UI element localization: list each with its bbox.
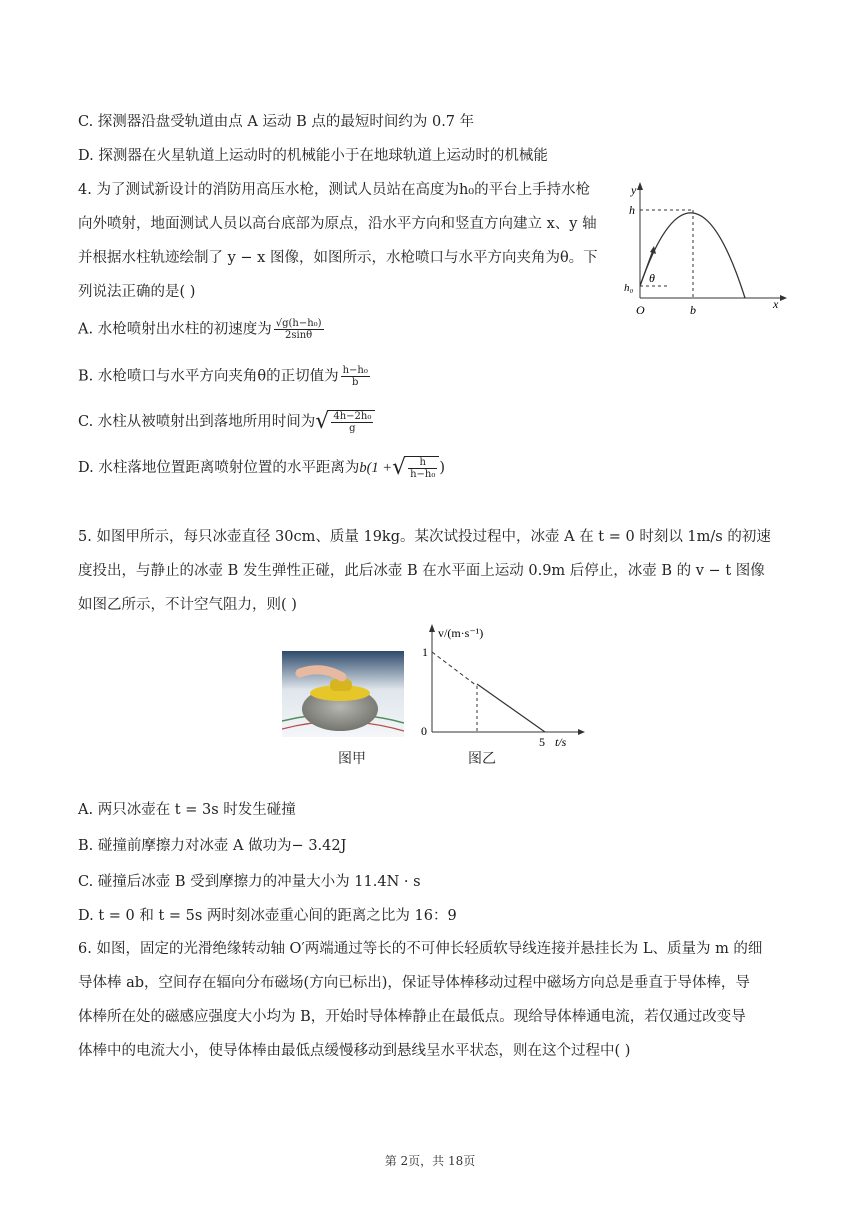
q4-option-a: A. 水枪喷射出水柱的初速度为 $\frac{\text{√g(h−h₀)}}{2\sin\theta}$	[78, 318, 322, 341]
q5-option-c: C. 碰撞后冰壶 B 受到摩擦力的冲量大小为 11.4N · s	[78, 874, 421, 890]
q3-option-c: C. 探测器沿盘受轨道由点 A 运动 B 点的最短时间约为 0.7 年	[78, 114, 475, 130]
vt-y1: 1	[422, 645, 428, 659]
q6-stem-line4: 体棒中的电流大小，使导体棒由最低点缓慢移动到悬线呈水平状态，则在这个过程中( )	[78, 1043, 631, 1059]
vt-x5: 5	[539, 735, 545, 749]
vt-origin: 0	[421, 724, 427, 738]
q5-option-d: D. t = 0 和 t = 5s 两时刻冰壶重心间的距离之比为 16：9	[78, 908, 457, 924]
q5-vt-graph	[410, 620, 590, 750]
q4-option-c: C. 水柱从被喷射出到落地所用时间为√ $\frac{\text{4h−2h₀}}{g}$	[78, 410, 375, 434]
q5-stem-line1: 5. 如图甲所示，每只冰壶直径 30cm、质量 19kg。某次试投过程中，冰壶 A 在 t = 0 时刻以 1m/s 的初速	[78, 529, 771, 545]
q4-stem-line1: 4. 为了测试新设计的消防用高压水枪，测试人员站在高度为h₀的平台上手持水枪	[78, 182, 591, 198]
q3-option-d: D. 探测器在火星轨道上运动时的机械能小于在地球轨道上运动时的机械能	[78, 148, 548, 164]
figure-a-caption: 图甲	[338, 751, 366, 767]
y-axis-label: y	[631, 183, 637, 197]
q4-stem-line4: 列说法正确的是( )	[78, 284, 196, 300]
page-footer: 第 2页，共 18页	[384, 1154, 476, 1168]
b-label: b	[690, 303, 696, 317]
curling-stone-photo	[282, 651, 404, 737]
figure-b-caption: 图乙	[468, 751, 496, 767]
q6-stem-line2: 导体棒 ab，空间存在辐向分布磁场(方向已标出)，保证导体棒移动过程中磁场方向总是垂直于导体棒，导	[78, 975, 750, 991]
q4-d-sqrt: √ $\frac{h}{\text{h−h₀}}$	[392, 456, 439, 480]
q4-a-fraction: $\frac{\text{√g(h−h₀)}}{2\sin\theta}$	[275, 318, 322, 341]
q5-stem-line2: 度投出，与静止的冰壶 B 发生弹性正碰，此后冰壶 B 在水平面上运动 0.9m 后停止，冰壶 B 的 v − t 图像	[78, 563, 765, 579]
q4-trajectory-figure	[615, 178, 790, 323]
x-axis-label: x	[773, 297, 779, 311]
h0-label: h₀	[624, 282, 634, 294]
q4-c-sqrt: √ $\frac{\text{4h−2h₀}}{g}$	[315, 410, 375, 434]
q5-option-a: A. 两只冰壶在 t = 3s 时发生碰撞	[78, 802, 296, 818]
q5-stem-line3: 如图乙所示，不计空气阻力，则( )	[78, 597, 297, 613]
h-label: h	[629, 203, 635, 217]
q4-option-b: B. 水枪喷口与水平方向夹角θ的正切值为 $\frac{\text{h−h₀}}{b}$	[78, 365, 368, 388]
q5-option-b: B. 碰撞前摩擦力对冰壶 A 做功为− 3.42J	[78, 838, 347, 854]
vt-xlabel: t/s	[555, 735, 567, 749]
q6-stem-line1: 6. 如图，固定的光滑绝缘转动轴 O′两端通过等长的不可伸长轻质软导线连接并悬挂长为 L、质量为 m 的细	[78, 941, 763, 957]
theta-label: θ	[649, 271, 655, 285]
q4-stem-line2: 向外喷射，地面测试人员以高台底部为原点，沿水平方向和竖直方向建立 x、y 轴	[78, 216, 597, 232]
q4-option-d: D. 水柱落地位置距离喷射位置的水平距离为b(1 +√ $\frac{h}{\text{h−h₀}}$ )	[78, 455, 446, 480]
q6-stem-line3: 体棒所在处的磁感应强度大小均为 B，开始时导体棒静止在最低点。现给导体棒通电流，若仅通过改变导	[78, 1009, 746, 1025]
q4-stem-line3: 并根据水柱轨迹绘制了 y − x 图像，如图所示，水枪喷口与水平方向夹角为θ。下	[78, 250, 598, 266]
q4-b-fraction: $\frac{\text{h−h₀}}{b}$	[342, 365, 368, 388]
origin-label: O	[636, 303, 645, 317]
vt-ylabel: v/(m·s⁻¹)	[438, 626, 484, 640]
